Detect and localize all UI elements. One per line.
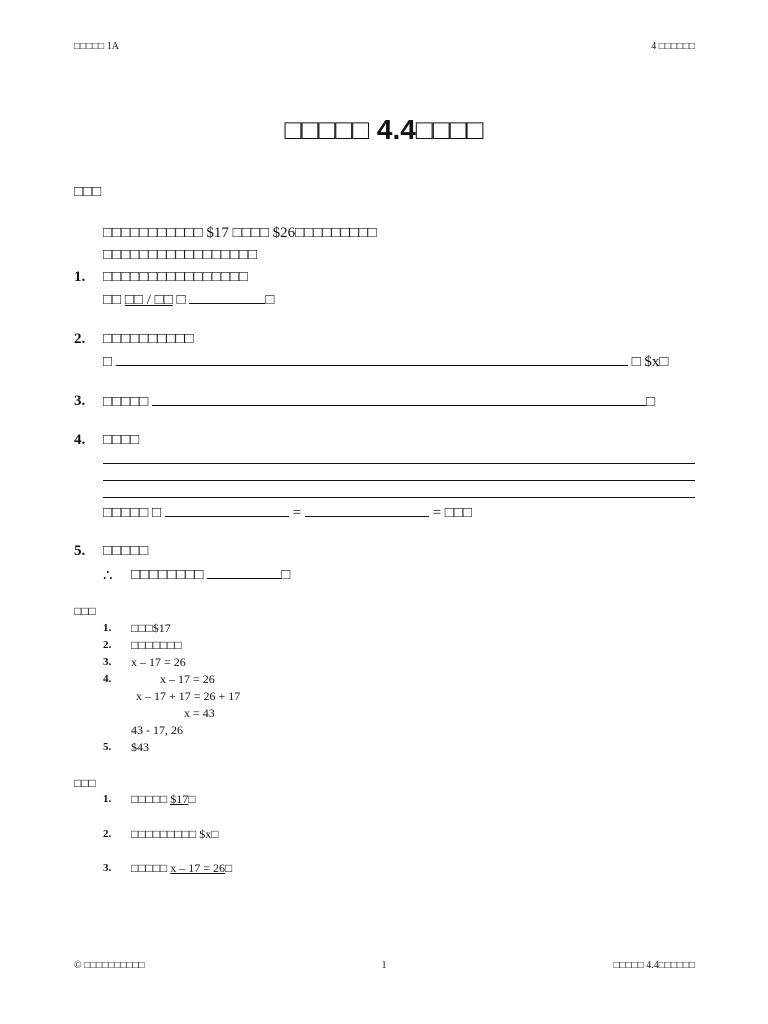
footer-page-number: 1 [381, 960, 387, 971]
page-title: □□□□□ 4.4□□□□ [284, 114, 484, 145]
hint-2-number: 2. [103, 828, 112, 840]
q2-line-1: □□□□□□□□□□ [103, 331, 194, 347]
hint-3 [131, 861, 232, 876]
q1-line-2-prefix: □□ [103, 292, 122, 308]
q3-number: 3. [74, 393, 86, 409]
hints-label: □□□ [74, 776, 96, 790]
q2-line-2 [103, 353, 668, 371]
intro-line-2: □□□□□□□□□□□□□□□□□ [103, 247, 258, 263]
answer-3-text: x – 17 = 26 [131, 655, 186, 669]
answer-1-number: 1. [103, 622, 112, 634]
q2-prefix: □ [103, 354, 113, 370]
q5-therefore-symbol: ∴ [103, 568, 113, 584]
q1-line-2 [103, 291, 274, 309]
footer-left: © □□□□□□□□□□ [74, 960, 145, 971]
q1-line-2-mid: □ [176, 292, 186, 308]
q1-choice[interactable]: □□ / □□ [124, 292, 173, 308]
q3-label: □□□□□ [103, 394, 149, 410]
q2-suffix: □ $x□ [631, 354, 669, 370]
q5-label: □□□□□ [103, 543, 149, 559]
header-left: □□□□□ 1A [74, 41, 119, 52]
q1-answer-blank[interactable] [189, 291, 265, 304]
q5-conclusion [131, 566, 290, 584]
answer-4-line-2: x – 17 + 17 = 26 + 17 [136, 689, 241, 703]
q4-check-line [103, 504, 472, 522]
hint-1-underlined: $17 [170, 792, 189, 806]
answer-4-line-3: x = 43 [184, 706, 215, 720]
q3-answer-blank[interactable] [152, 393, 646, 406]
q2-answer-blank[interactable] [116, 353, 628, 366]
answer-5-text: $43 [131, 740, 149, 754]
hint-1-number: 1. [103, 793, 112, 805]
q4-check-blank-1[interactable] [165, 504, 289, 517]
answer-1-text: □□□$17 [131, 621, 171, 635]
answer-2-number: 2. [103, 639, 112, 651]
q3-end: □ [646, 394, 656, 410]
hint-2-text: □□□□□□□□□ $x□ [131, 827, 219, 841]
q5-end: □ [281, 567, 291, 583]
q4-label: □□□□ [103, 432, 140, 448]
hint-3-text: □□□□□ [131, 861, 171, 875]
q1-number: 1. [74, 269, 86, 285]
q4-answer-line-1[interactable] [103, 463, 695, 464]
q4-check-label: □□□□□ □ [103, 505, 162, 521]
q1-line-1: □□□□□□□□□□□□□□□□ [103, 269, 248, 285]
q4-number: 4. [74, 432, 86, 448]
q5-number: 5. [74, 543, 86, 559]
q1-end: □ [265, 292, 275, 308]
hint-3-end: □ [225, 861, 233, 875]
q5-conclusion-text: □□□□□□□□ [131, 567, 208, 583]
hint-1 [131, 792, 196, 807]
hint-3-number: 3. [103, 862, 112, 874]
footer-right: □□□□□ 4.4□□□□□□ [613, 960, 695, 971]
q4-check-end: = □□□ [432, 505, 472, 521]
answer-4-line-4: 43 - 17, 26 [131, 723, 183, 737]
answer-5-number: 5. [103, 741, 112, 753]
answer-2-text: □□□□□□□ [131, 638, 182, 652]
q3-line [103, 393, 655, 411]
q5-answer-blank[interactable] [207, 566, 281, 579]
hint-1-text: □□□□□ [131, 792, 171, 806]
intro-line-1: □□□□□□□□□□□ $17 □□□□ $26□□□□□□□□□ [103, 225, 377, 241]
hint-1-end: □ [188, 792, 196, 806]
q4-answer-line-2[interactable] [103, 480, 695, 481]
answers-label: □□□ [74, 604, 96, 618]
q2-number: 2. [74, 331, 86, 347]
header-right: 4 □□□□□□ [651, 41, 695, 52]
answer-4-number: 4. [103, 673, 112, 685]
q4-eq-1: = [292, 505, 302, 521]
answer-3-number: 3. [103, 656, 112, 668]
q4-check-blank-2[interactable] [305, 504, 429, 517]
answer-4-line-1: x – 17 = 26 [160, 672, 215, 686]
q4-answer-line-3[interactable] [103, 497, 695, 498]
hint-3-underlined: x – 17 = 26 [170, 861, 226, 875]
section-label: □□□ [74, 184, 102, 200]
